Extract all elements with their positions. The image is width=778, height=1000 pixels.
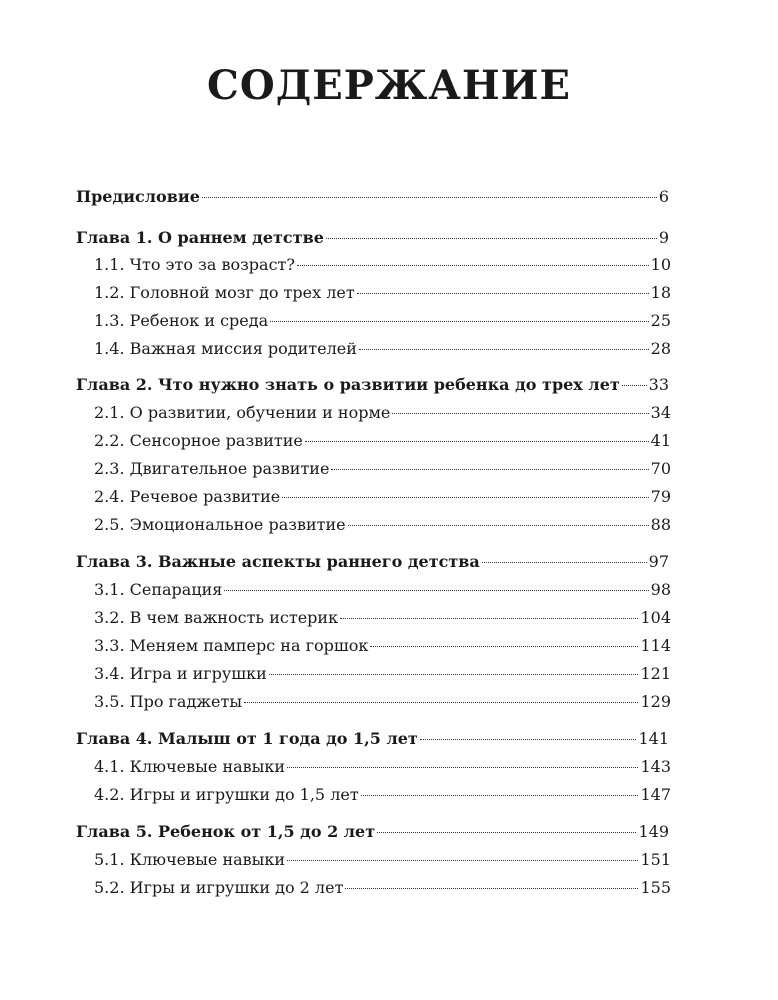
toc-entry-label: 3.4. Игра и игрушки [94,664,267,683]
toc-entry-label: 4.1. Ключевые навыки [94,757,286,776]
toc-entry-chapter-3 [76,548,669,576]
toc-entry-label: 1.3. Ребенок и среда [94,311,269,330]
dot-leader [370,646,638,647]
dot-leader [305,441,649,442]
toc-entry-label: 5.2. Игры и игрушки до 2 лет [94,878,344,897]
toc-entry-page: 141 [638,729,669,748]
dot-leader [357,293,649,294]
toc-entry-label: 2.2. Сенсорное развитие [94,431,303,450]
dot-leader [287,767,638,768]
toc-entry-page: 129 [640,692,671,711]
page-title: СОДЕРЖАНИЕ [207,62,571,109]
dot-leader [348,525,649,526]
toc-entry-chapter-1 [76,224,669,252]
toc-entry-label: Глава 2. Что нужно знать о развитии ребенка до трех лет [76,375,620,394]
toc-entry-section-2-3 [94,455,671,483]
toc-entry-label: Глава 4. Малыш от 1 года до 1,5 лет [76,729,418,748]
toc-entry-section-1-1 [94,251,671,279]
toc-entry-label: 2.5. Эмоциональное развитие [94,515,346,534]
dot-leader [287,860,638,861]
toc-entry-page: 151 [640,850,671,869]
toc-entry-label: 2.3. Двигательное развитие [94,459,330,478]
toc-entry-page: 28 [650,339,671,358]
toc-entry-section-4-2 [94,781,671,809]
toc-entry-page: 18 [650,283,671,302]
toc-entry-chapter-4 [76,725,669,753]
toc-entry-section-5-1 [94,846,671,874]
toc-entry-label: 3.3. Меняем памперс на горшок [94,636,369,655]
toc-entry-section-1-4 [94,335,671,363]
toc-entry-page: 155 [640,878,671,897]
toc-entry-section-3-2 [94,604,671,632]
dot-leader [282,497,648,498]
toc-entry-page: 79 [650,487,671,506]
toc-entry-label: 3.1. Сепарация [94,580,223,599]
dot-leader [392,413,648,414]
dot-leader [420,739,637,740]
dot-leader [359,349,649,350]
dot-leader [297,265,649,266]
toc-entry-page: 33 [648,375,669,394]
toc-entry-page: 88 [650,515,671,534]
dot-leader [377,832,636,833]
toc-entry-page: 70 [650,459,671,478]
toc-entry-label: 3.2. В чем важность истерик [94,608,339,627]
toc-entry-page: 147 [640,785,671,804]
toc-entry-label: Предисловие [76,187,200,206]
toc-entry-page: 25 [650,311,671,330]
toc-entry-label: 1.1. Что это за возраст? [94,255,295,274]
toc-entry-label: 3.5. Про гаджеты [94,692,243,711]
toc-entry-section-1-3 [94,307,671,335]
dot-leader [269,674,639,675]
toc-entry-page: 143 [640,757,671,776]
toc-entry-label: 2.4. Речевое развитие [94,487,281,506]
toc-entry-label: Глава 3. Важные аспекты раннего детства [76,552,480,571]
toc-entry-section-2-2 [94,427,671,455]
toc-entry-page: 149 [638,822,669,841]
dot-leader [482,562,647,563]
dot-leader [244,702,638,703]
dot-leader [345,888,638,889]
dot-leader [270,321,648,322]
toc-entry-page: 114 [640,636,671,655]
toc-entry-page: 10 [650,255,671,274]
dot-leader [331,469,648,470]
toc-entry-page: 121 [640,664,671,683]
toc-entry-label: 4.2. Игры и игрушки до 1,5 лет [94,785,359,804]
toc-entry-page: 104 [640,608,671,627]
dot-leader [340,618,638,619]
toc-entry-section-5-2 [94,874,671,902]
toc-entry-chapter-5 [76,818,669,846]
toc-entry-section-2-5 [94,511,671,539]
dot-leader [622,385,647,386]
toc-entry-section-1-2 [94,279,671,307]
toc-entry-section-3-1 [94,576,671,604]
toc-entry-label: 1.2. Головной мозг до трех лет [94,283,355,302]
toc-entry-section-2-4 [94,483,671,511]
toc-entry-section-3-4 [94,660,671,688]
toc-entry-section-2-1 [94,399,671,427]
toc-entry-page: 41 [650,431,671,450]
toc-entry-page: 97 [648,552,669,571]
toc-entry-page: 98 [650,580,671,599]
toc-entry-label: 5.1. Ключевые навыки [94,850,286,869]
toc-entry-section-3-3 [94,632,671,660]
toc-entry-label: 1.4. Важная миссия родителей [94,339,357,358]
toc-entry-label: Глава 1. О раннем детстве [76,228,324,247]
toc-entry-label: 2.1. О развитии, обучении и норме [94,403,391,422]
dot-leader [202,197,657,198]
toc-entry-section-3-5 [94,688,671,716]
dot-leader [326,238,657,239]
toc-entry-chapter-2 [76,371,669,399]
dot-leader [224,590,648,591]
toc-entry-page: 9 [658,228,669,247]
dot-leader [361,795,639,796]
toc-entry-label: Глава 5. Ребенок от 1,5 до 2 лет [76,822,376,841]
toc-entry-page: 6 [658,187,669,206]
toc-entry-page: 34 [650,403,671,422]
toc-entry-preface [76,183,669,211]
toc-entry-section-4-1 [94,753,671,781]
